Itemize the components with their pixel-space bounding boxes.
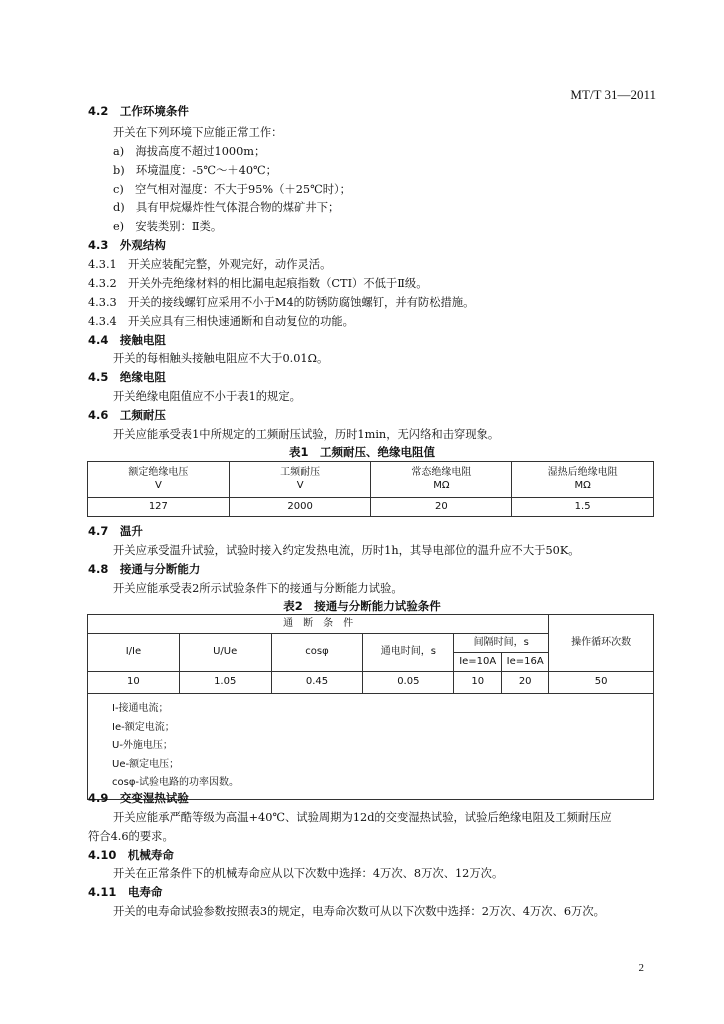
- table-2-cell: 0.05: [363, 672, 454, 694]
- table-1-cell: 2000: [229, 498, 371, 517]
- table-1-header-cell: 湿热后绝缘电阻 MΩ: [512, 462, 654, 498]
- section-4-2-intro: 开关在下列环境下应能正常工作：: [113, 126, 283, 139]
- table-2-notes-row: [88, 694, 654, 800]
- section-4-5-text: 开关绝缘电阻值应不小于表1的规定。: [113, 390, 301, 403]
- table-2-cell: 1.05: [179, 672, 271, 694]
- table-2-note: Ue-额定电压；: [112, 758, 180, 770]
- table-1-cell: 1.5: [512, 498, 654, 517]
- table-1-header-cell: 工频耐压 V: [229, 462, 371, 498]
- table-2-col-header: 通电时间，s: [363, 634, 454, 672]
- section-4-9-heading: 4.9 交变湿热试验: [88, 791, 189, 805]
- section-4-7-text: 开关应承受温升试验，试验时接入约定发热电流，历时1h，其导电部位的温升应不大于50K。: [113, 544, 580, 557]
- table-2-caption: 表2 接通与分断能力试验条件: [283, 599, 441, 613]
- table-2-note: Ie-额定电流；: [112, 721, 175, 733]
- table-2-col-header: I/Ie: [88, 634, 180, 672]
- table-2-cell: 50: [549, 672, 654, 694]
- table-2-cell: 10: [454, 672, 502, 694]
- section-4-10-heading: 4.10 机械寿命: [88, 848, 174, 862]
- section-4-8-heading: 4.8 接通与分断能力: [88, 562, 201, 576]
- table-2-interval-header: 间隔时间，s: [454, 634, 549, 653]
- table-row: [88, 498, 654, 517]
- table-2-subcol-header: Ie=16A: [502, 653, 549, 672]
- table-1-cell: 20: [371, 498, 512, 517]
- section-4-9-text: 开关应能承严酷等级为高温+40℃、试验周期为12d的交变湿热试验，试验后绝缘电阻及工频耐压应: [113, 811, 612, 824]
- table-row: [88, 672, 654, 694]
- table-1-cell: 127: [88, 498, 230, 517]
- section-4-11-text: 开关的电寿命试验参数按照表3的规定，电寿命次数可从以下次数中选择：2万次、4万次、6万次。: [113, 905, 605, 918]
- section-4-2-heading: 4.2 工作环境条件: [88, 104, 189, 118]
- table-2-note: U-外施电压；: [112, 740, 173, 752]
- section-4-2-item: c) 空气相对湿度：不大于95%（＋25℃时）；: [113, 183, 351, 196]
- table-1-header-cell: 额定绝缘电压 V: [88, 462, 230, 498]
- table-2-col-header: U/Ue: [179, 634, 271, 672]
- table-2-note: cosφ-试验电路的功率因数。: [112, 777, 240, 789]
- clause-4-3-4: 4.3.4 开关应具有三相快速通断和自动复位的功能。: [88, 315, 354, 328]
- section-4-11-heading: 4.11 电寿命: [88, 885, 163, 899]
- clause-4-3-1: 4.3.1 开关应装配完整，外观完好，动作灵活。: [88, 258, 332, 271]
- section-4-2-item: e) 安装类别：Ⅱ类。: [113, 220, 223, 233]
- table-1-header-row: [88, 462, 654, 498]
- section-4-7-heading: 4.7 温升: [88, 524, 143, 538]
- table-1: [87, 461, 654, 517]
- section-4-4-text: 开关的每相触头接触电阻应不大于0.01Ω。: [113, 352, 329, 365]
- table-2-cell: 0.45: [271, 672, 363, 694]
- standard-code: MT/T 31—2011: [570, 87, 656, 102]
- page-number: 2: [638, 962, 644, 974]
- section-4-2-item: d) 具有甲烷爆炸性气体混合物的煤矿井下；: [113, 201, 340, 214]
- table-2-cycles-header: 操作循环次数: [549, 615, 654, 672]
- table-2-cell: 20: [502, 672, 549, 694]
- table-2-notes: [88, 694, 654, 800]
- clause-4-3-3: 4.3.3 开关的接线螺钉应采用不小于M4的防锈防腐蚀螺钉，并有防松措施。: [88, 296, 475, 309]
- table-2-note: I-接通电流；: [112, 703, 169, 714]
- section-4-2-item: a) 海拔高度不超过1000m；: [113, 145, 266, 158]
- table-2: [87, 614, 654, 800]
- section-4-9-text-cont: 符合4.6的要求。: [88, 830, 174, 843]
- clause-4-3-2: 4.3.2 开关外壳绝缘材料的相比漏电起痕指数（CTI）不低于Ⅱ级。: [88, 277, 428, 290]
- section-4-6-text: 开关应能承受表1中所规定的工频耐压试验，历时1min，无闪络和击穿现象。: [113, 428, 500, 441]
- table-2-col-header: cosφ: [271, 634, 363, 672]
- table-1-caption: 表1 工频耐压、绝缘电阻值: [288, 445, 435, 459]
- section-4-4-heading: 4.4 接触电阻: [88, 333, 166, 347]
- section-4-2-item: b) 环境温度：-5℃～＋40℃；: [113, 164, 277, 177]
- table-2-header-row: [88, 615, 654, 634]
- section-4-10-text: 开关在正常条件下的机械寿命应从以下次数中选择：4万次、8万次、12万次。: [113, 867, 504, 880]
- table-2-subcol-header: Ie=10A: [454, 653, 502, 672]
- table-1-header-cell: 常态绝缘电阻 MΩ: [371, 462, 512, 498]
- section-4-8-text: 开关应能承受表2所示试验条件下的接通与分断能力试验。: [113, 582, 403, 595]
- section-4-6-heading: 4.6 工频耐压: [88, 408, 166, 422]
- table-2-group-header: 通 断 条 件: [88, 615, 549, 634]
- table-2-cell: 10: [88, 672, 180, 694]
- section-4-5-heading: 4.5 绝缘电阻: [88, 370, 166, 384]
- section-4-3-heading: 4.3 外观结构: [88, 238, 166, 252]
